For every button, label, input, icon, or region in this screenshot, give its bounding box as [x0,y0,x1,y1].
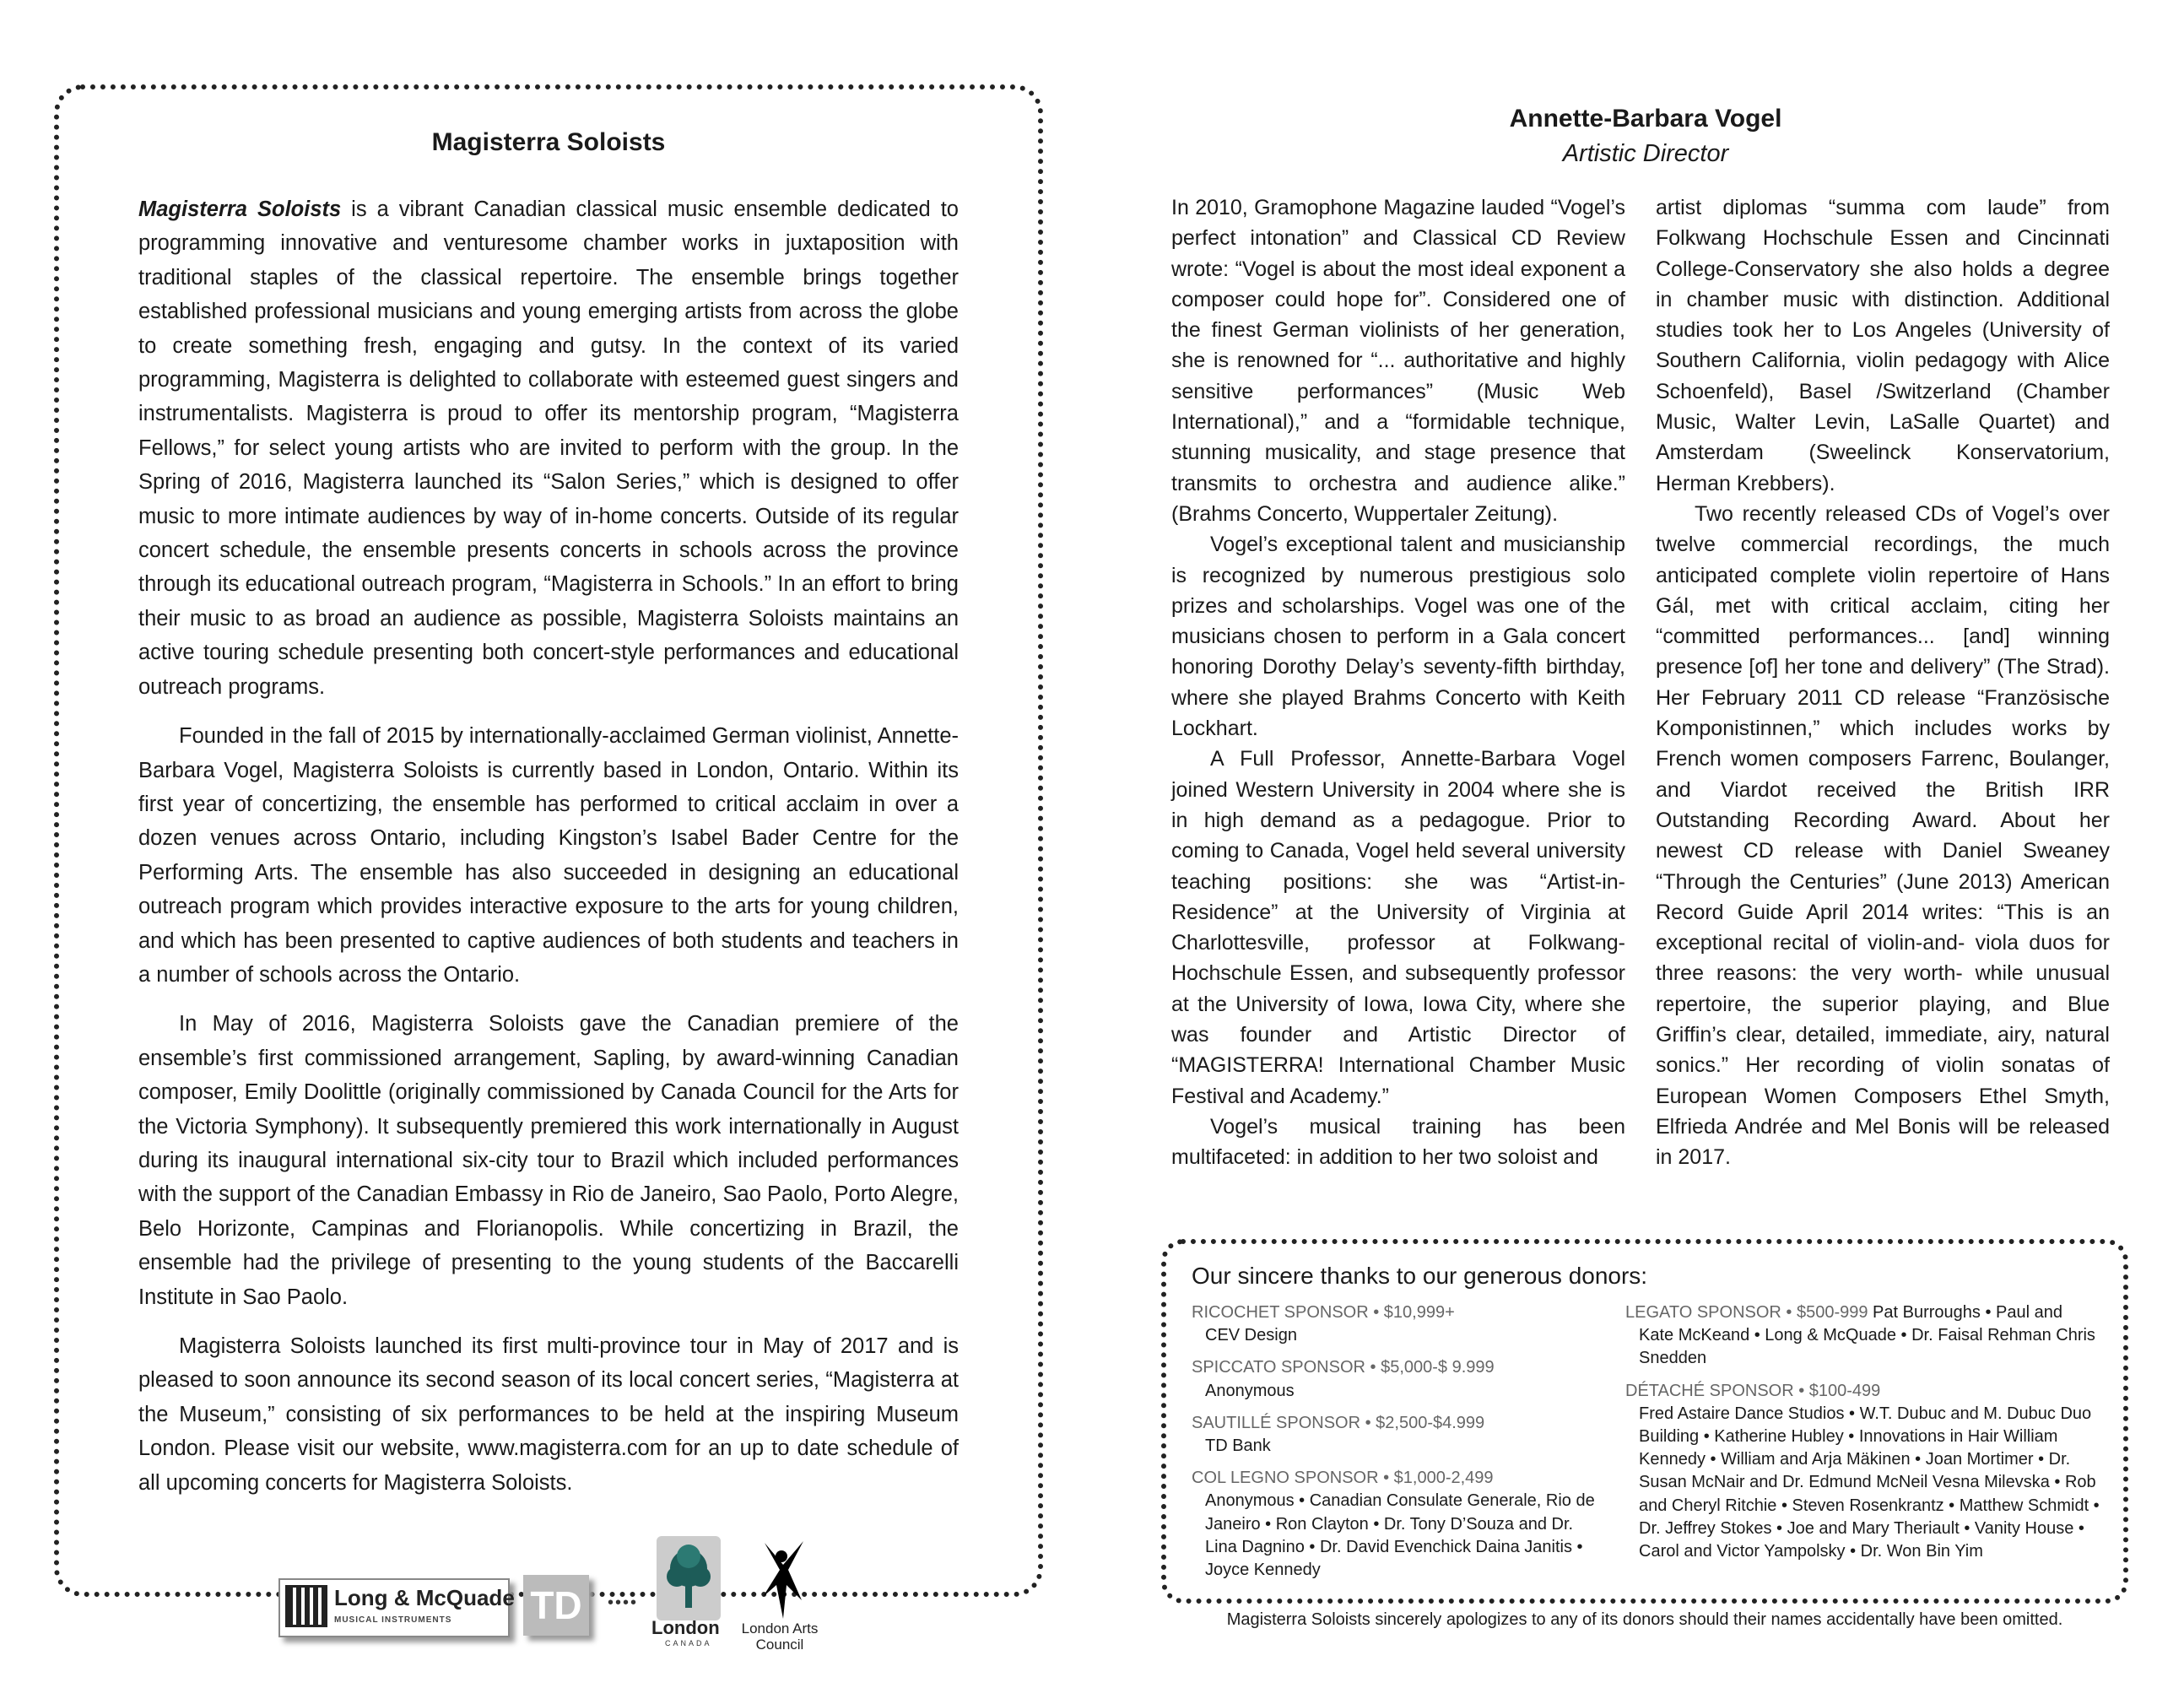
left-panel-title: Magisterra Soloists [431,128,666,156]
bio-column-1 [1171,192,1625,1173]
london-logo-sub: CANADA [665,1639,712,1647]
london-arts-council-line-2: Council [755,1637,804,1653]
donor-tier-col-legno: COL LEGNO SPONSOR • $1,000-2,499 [1192,1469,1494,1488]
donor-tier-detache: DÉTACHÉ SPONSOR • $100-499 [1625,1381,1881,1400]
bio-paragraph-4: Vogel’s musical training has been multifaceted: in addition to her two soloist and [1171,1114,1625,1170]
bio-paragraph-5: artist diplomas “summa com laude” from Folkwang Hochschule Essen and Cincinnati College-Conservatory she also holds a degree in chamber music with distinction. Additional studies took her to Los Angeles (University of Southern California, violin pedagogy with Alice Schoenfeld), Basel /Switzerland (Chamber Music, Walter Levin, LaSalle Quartet) and Amsterdam (Sweelinck Konservatorium, Herman Krebbers). [1656,196,2110,495]
logo-separator: •••• [608,1593,639,1612]
long-mcquade-logo-sub: MUSICAL INSTRUMENTS [334,1615,452,1625]
td-logo: TD [523,1575,589,1636]
donor-names-legato-first: Pat Burroughs • Paul and [1868,1303,2062,1322]
donor-group-sautille [1192,1412,1605,1458]
donor-legato-line [1625,1301,2110,1324]
left-panel-body [138,192,959,1515]
long-mcquade-logo-name: Long & McQuade [334,1585,515,1610]
left-paragraph-1-text: is a vibrant Canadian classical music ensemble dedicated to programming innovative and venturesome chamber works in juxtaposition with traditional staples of the classical repertoire. The ensemble brings together established professional musicians and young emerging artists from across the globe to create something fresh, engaging and gutsy. In the context of its varied programming, Magisterra is delighted to collaborate with esteemed guest singers and instrumentalists. Magisterra is proud to offer its mentorship program, “Magisterra Fellows,” for select young artists who are invited to perform with the group. In the Spring of 2016, Magisterra launched its “Salon Series,” which is designed to offer music to more intimate audiences by way of in-home concerts. Outside of its regular concert schedule, the ensemble presents concerts in schools across the province through its educational outreach program, “Magisterra in Schools.” In an effort to bring their music to as broad an audience as possible, Magisterra Soloists maintains an active touring schedule presenting both concert-style performances and educational outreach programs. [138,197,959,699]
donor-tier-legato: LEGATO SPONSOR • $500-999 [1625,1303,1868,1322]
donor-names-detache: Fred Astaire Dance Studios • W.T. Dubuc and M. Dubuc Duo Building • Katherine Hubley • Innovations in Hair William Kennedy • William and Arja Mäkinen • Joan Mortimer • Dr. Susan McNair and Dr. Edmund McNeil Vesna Milevska • Rob and Cheryl Ritchie • Steven Rosenkrantz • Matthew Schmidt • Dr. Jeffrey Stokes • Joe and Mary Theriault • Vanity House • Carol and Victor Yampolsky • Dr. Won Bin Yim [1639,1404,2100,1561]
bio-paragraph-1: In 2010, Gramophone Magazine lauded “Vogel’s perfect intonation” and Classical CD Review wrote: “Vogel is about the most ideal exponent a composer could hope for”. Considered one of the finest German violinists of her generation, she is renowned for “... authoritative and highly sensitive performances” (Music Web International),” and a “formidable technique, stunning musicality, and stage presence that transmits to orchestra and audience alike.” (Brahms Concerto, Wuppertaler Zeitung). [1171,196,1625,526]
donor-names-col-legno: Anonymous • Canadian Consulate Generale, Rio de Janeiro • Ron Clayton • Dr. Tony D’Souza and Dr. Lina Dagnino • Dr. David Evenchick Daina Janitis • Joyce Kennedy [1205,1491,1595,1580]
director-name: Annette-Barbara Vogel [1509,105,1782,133]
director-role: Artistic Director [1562,140,1729,167]
london-arts-council-logo [731,1536,829,1663]
bio-paragraph-3: A Full Professor, Annette-Barbara Vogel joined Western University in 2004 where she is in high demand as a pedagogue. Prior to coming to Canada, Vogel held several university teaching positions: she was “Artist-in-Residence” at the University of Virginia at Charlottesville, professor at Folkwang-Hochschule Essen, and subsequently professor at the University of Iowa, Iowa City, where she was founder and Artistic Director of “MAGISTERRA! International Chamber Music Festival and Academy.” [1171,747,1625,1108]
donor-names-sautille: TD Bank [1205,1436,1271,1456]
donor-group-col-legno [1192,1467,1605,1582]
donor-tier-sautille: SAUTILLÉ SPONSOR • $2,500-$4.999 [1192,1413,1485,1432]
ensemble-name-lead: Magisterra Soloists [138,197,342,221]
bio-column-2 [1656,192,2110,1173]
donors-heading: Our sincere thanks to our generous donors: [1192,1263,1648,1289]
sponsor-logos [270,1536,844,1671]
long-mcquade-mark-icon [285,1585,327,1627]
donor-tier-spiccato: SPICCATO SPONSOR • $5,000-$ 9.999 [1192,1358,1495,1377]
donor-group-ricochet [1192,1301,1605,1347]
london-logo-name: London [651,1617,720,1638]
donor-group-spiccato [1192,1356,1605,1402]
donor-tier-ricochet: RICOCHET SPONSOR • $10,999+ [1192,1303,1455,1322]
donor-names-ricochet: CEV Design [1205,1326,1297,1345]
donors-footnote: Magisterra Soloists sincerely apologizes to any of its donors should their names accidentally have been omitted. [1226,1610,2063,1629]
donors-column-2 [1625,1301,2110,1572]
left-paragraph-4: Magisterra Soloists launched its first multi-province tour in May of 2017 and is pleased to soon announce its second season of its local concert series, “Magisterra at the Museum,” consisting of six performances to be held at the inspiring Museum London. Please visit our website, www.magisterra.com for an up to date schedule of all upcoming concerts for Magisterra Soloists. [138,1334,959,1495]
left-paragraph-3: In May of 2016, Magisterra Soloists gave the Canadian premiere of the ensemble’s first commissioned arrangement, Sapling, by award-winning Canadian composer, Emily Doolittle (originally commissioned by Canada Council for the Arts for the Victoria Symphony). It subsequently premiered this work internationally in August during its inaugural international six-city tour to Brazil which included performances with the support of the Canadian Embassy in Rio de Janeiro, Sao Paolo, Porto Alegre, Belo Horizonte, Campinas and Florianopolis. While concertizing in Brazil, the ensemble had the privilege of presenting to the young students of the Baccarelli Institute in Sao Paolo. [138,1012,959,1309]
donors-column-1 [1192,1301,1605,1591]
bio-paragraph-6: Two recently released CDs of Vogel’s over twelve commercial recordings, the much anticipated complete violin repertoire of Hans Gál, met with critical acclaim, citing her “committed performances... [and] winning presence [of] her tone and delivery” (The Strad). Her February 2011 CD release “Französische Komponistinnen,” which includes works by French women composers Farrenc, Boulanger, and Viardot received the British IRR Outstanding Recording Award. About her newest CD release with Daniel Sweaney “Through the Centuries” (June 2013) American Record Guide April 2014 writes: “This is an exceptional recital of violin-and- viola duos for three reasons: the very worth- while unusual repertoire, the superior playing, and Blue Griffin’s clear, detailed, immediate, airy, natural sonics.” Her recording of violin sonatas of European Women Composers Ethel Smyth, Elfrieda Andrée and Mel Bonis will be released in 2017. [1656,501,2110,1170]
london-arts-council-line-1: London Arts [741,1620,819,1637]
donor-names-legato: Kate McKeand • Long & McQuade • Dr. Faisal Rehman Chris Snedden [1639,1326,2095,1368]
london-arts-council-name [731,1620,829,1653]
donor-group-legato [1625,1301,2110,1371]
star-figure-icon [731,1536,829,1620]
london-canada-logo [651,1536,726,1654]
donor-group-detache [1625,1380,2110,1564]
donor-names-spiccato: Anonymous [1205,1381,1295,1400]
left-paragraph-1 [138,192,959,704]
long-mcquade-logo [278,1578,515,1637]
bio-paragraph-2: Vogel’s exceptional talent and musicianship is recognized by numerous prestigious solo prizes and scholarships. Vogel was one of the musicians chosen to perform in a Gala concert honoring Dorothy Delay’s seventy-fifth birthday, where she played Brahms Concerto with Keith Lockhart. [1171,533,1625,741]
left-paragraph-2: Founded in the fall of 2015 by internationally-acclaimed German violinist, Annette-Barbara Vogel, Magisterra Soloists is currently based in London, Ontario. Within its first year of concertizing, the ensemble has performed to critical acclaim in over a dozen venues across Ontario, including Kingston’s Isabel Bader Centre for the Performing Arts. The ensemble has also succeeded in designing an educational outreach program which provides interactive exposure to the arts for young children, and which has been presented to captive audiences of both students and teachers in a number of schools across the Ontario. [138,724,959,987]
london-tree-icon [657,1536,721,1620]
